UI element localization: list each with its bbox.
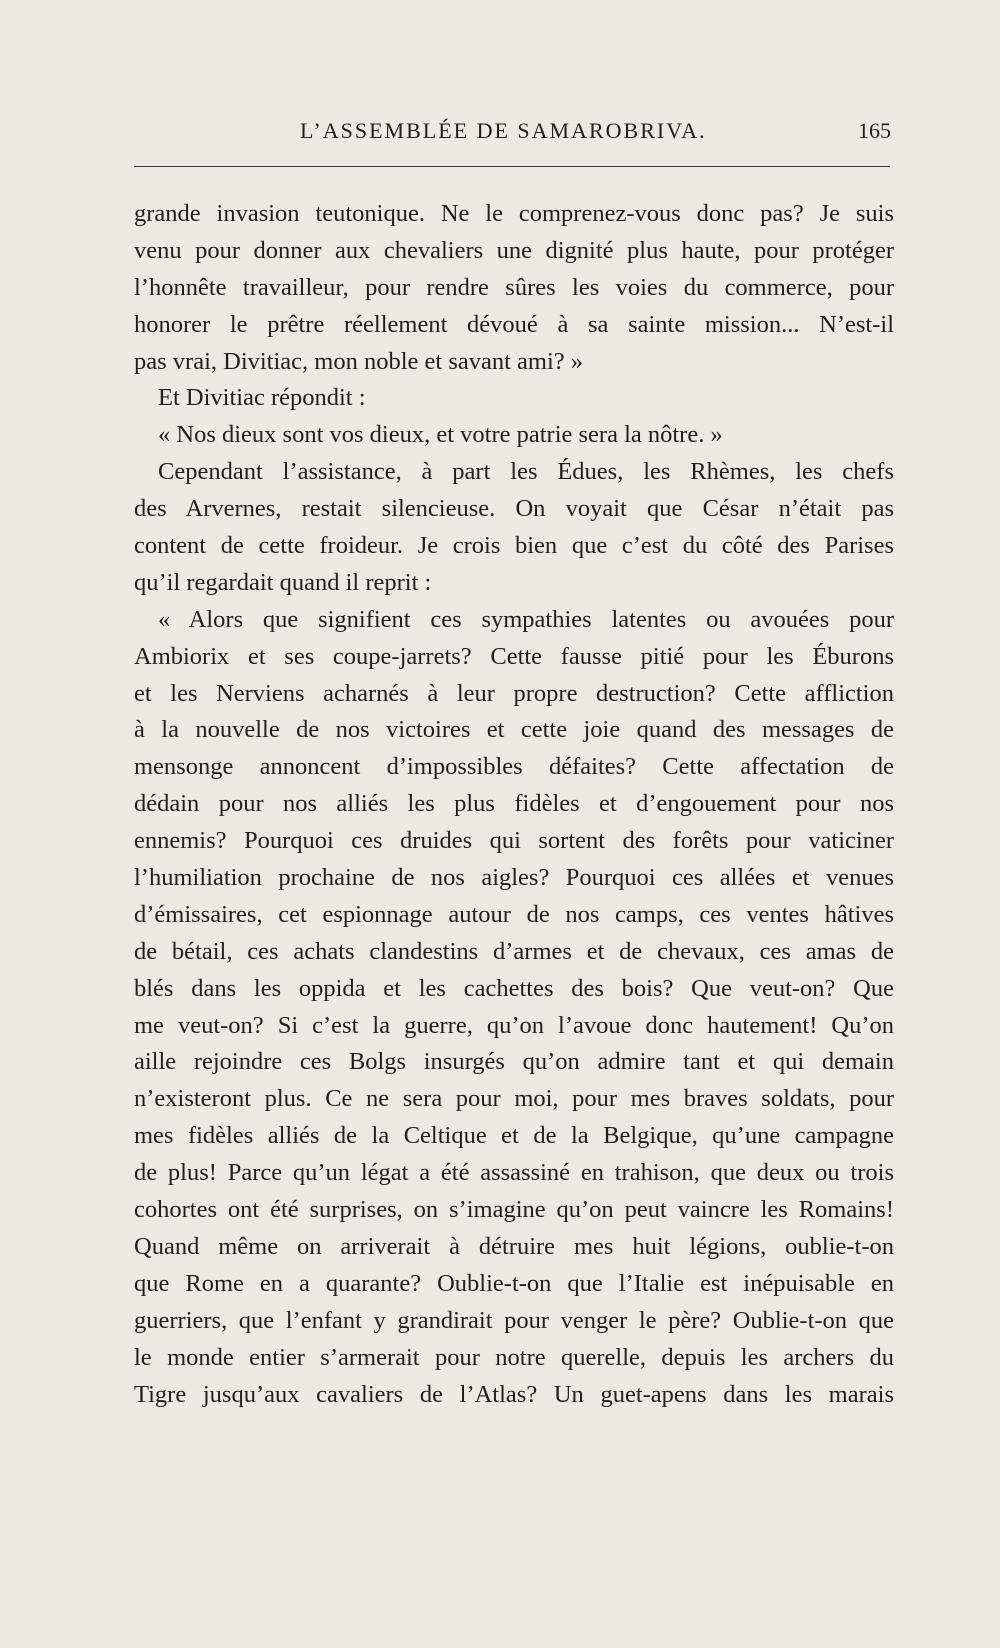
page-number: 165: [858, 118, 891, 143]
text-line: le monde entier s’armerait pour notre querelle, depuis les archers du: [134, 1343, 894, 1371]
text-line: « Nos dieux sont vos dieux, et votre patrie sera la nôtre. »: [158, 421, 723, 449]
text-line: honorer le prêtre réellement dévoué à sa sainte mission... N’est-il: [134, 310, 894, 338]
header-rule: [134, 166, 890, 167]
text-line: des Arvernes, restait silencieuse. On voyait que César n’était pas: [134, 495, 894, 523]
text-line: content de cette froideur. Je crois bien que c’est du côté des Parises: [134, 532, 894, 560]
text-line: mensonge annoncent d’impossibles défaites? Cette affectation de: [134, 753, 894, 781]
text-line: de plus! Parce qu’un légat a été assassiné en trahison, que deux ou trois: [134, 1159, 894, 1187]
text-line: Ambiorix et ses coupe-jarrets? Cette fausse pitié pour les Éburons: [134, 642, 894, 670]
text-line: de bétail, ces achats clandestins d’armes et de chevaux, ces amas de: [134, 937, 894, 965]
running-title: L’ASSEMBLÉE DE SAMAROBRIVA.: [300, 118, 707, 143]
text-line: Cependant l’assistance, à part les Édues, les Rhèmes, les chefs: [158, 458, 894, 486]
text-line: Tigre jusqu’aux cavaliers de l’Atlas? Un guet-apens dans les marais: [134, 1380, 894, 1408]
text-line: pas vrai, Divitiac, mon noble et savant ami? »: [134, 347, 584, 375]
text-line: venu pour donner aux chevaliers une dignité plus haute, pour protéger: [134, 236, 894, 264]
text-line: grande invasion teutonique. Ne le comprenez-vous donc pas? Je suis: [134, 200, 894, 227]
text-line: qu’il regardait quand il reprit :: [134, 568, 432, 596]
text-line: à la nouvelle de nos victoires et cette joie quand des messages de: [134, 716, 894, 744]
text-line: l’honnête travailleur, pour rendre sûres les voies du commerce, pour: [134, 273, 894, 301]
text-line: cohortes ont été surprises, on s’imagine qu’on peut vaincre les Romains!: [134, 1196, 894, 1224]
text-line: et les Nerviens acharnés à leur propre destruction? Cette affliction: [134, 679, 894, 707]
text-line: l’humiliation prochaine de nos aigles? Pourquoi ces allées et venues: [134, 864, 894, 892]
body-text: [134, 196, 894, 1413]
text-line: blés dans les oppida et les cachettes des bois? Que veut-on? Que: [134, 974, 894, 1002]
text-line: d’émissaires, cet espionnage autour de nos camps, ces ventes hâtives: [134, 900, 894, 928]
text-line: n’existeront plus. Ce ne sera pour moi, pour mes braves soldats, pour: [134, 1085, 894, 1113]
text-line: me veut-on? Si c’est la guerre, qu’on l’avoue donc hautement! Qu’on: [134, 1011, 894, 1039]
running-head: [0, 118, 1000, 152]
text-line: guerriers, que l’enfant y grandirait pour venger le père? Oublie-t-on que: [134, 1306, 894, 1334]
text-line: Quand même on arriverait à détruire mes huit légions, oublie-t-on: [134, 1232, 894, 1260]
text-line: Et Divitiac répondit :: [158, 384, 366, 412]
text-line: aille rejoindre ces Bolgs insurgés qu’on admire tant et qui demain: [134, 1048, 894, 1076]
text-line: dédain pour nos alliés les plus fidèles et d’engouement pour nos: [134, 790, 894, 818]
text-line: ennemis? Pourquoi ces druides qui sortent des forêts pour vaticiner: [134, 827, 894, 855]
text-line: « Alors que signifient ces sympathies latentes ou avouées pour: [158, 605, 894, 633]
text-line: mes fidèles alliés de la Celtique et de la Belgique, qu’une campagne: [134, 1122, 894, 1150]
text-line: que Rome en a quarante? Oublie-t-on que l’Italie est inépuisable en: [134, 1269, 894, 1297]
